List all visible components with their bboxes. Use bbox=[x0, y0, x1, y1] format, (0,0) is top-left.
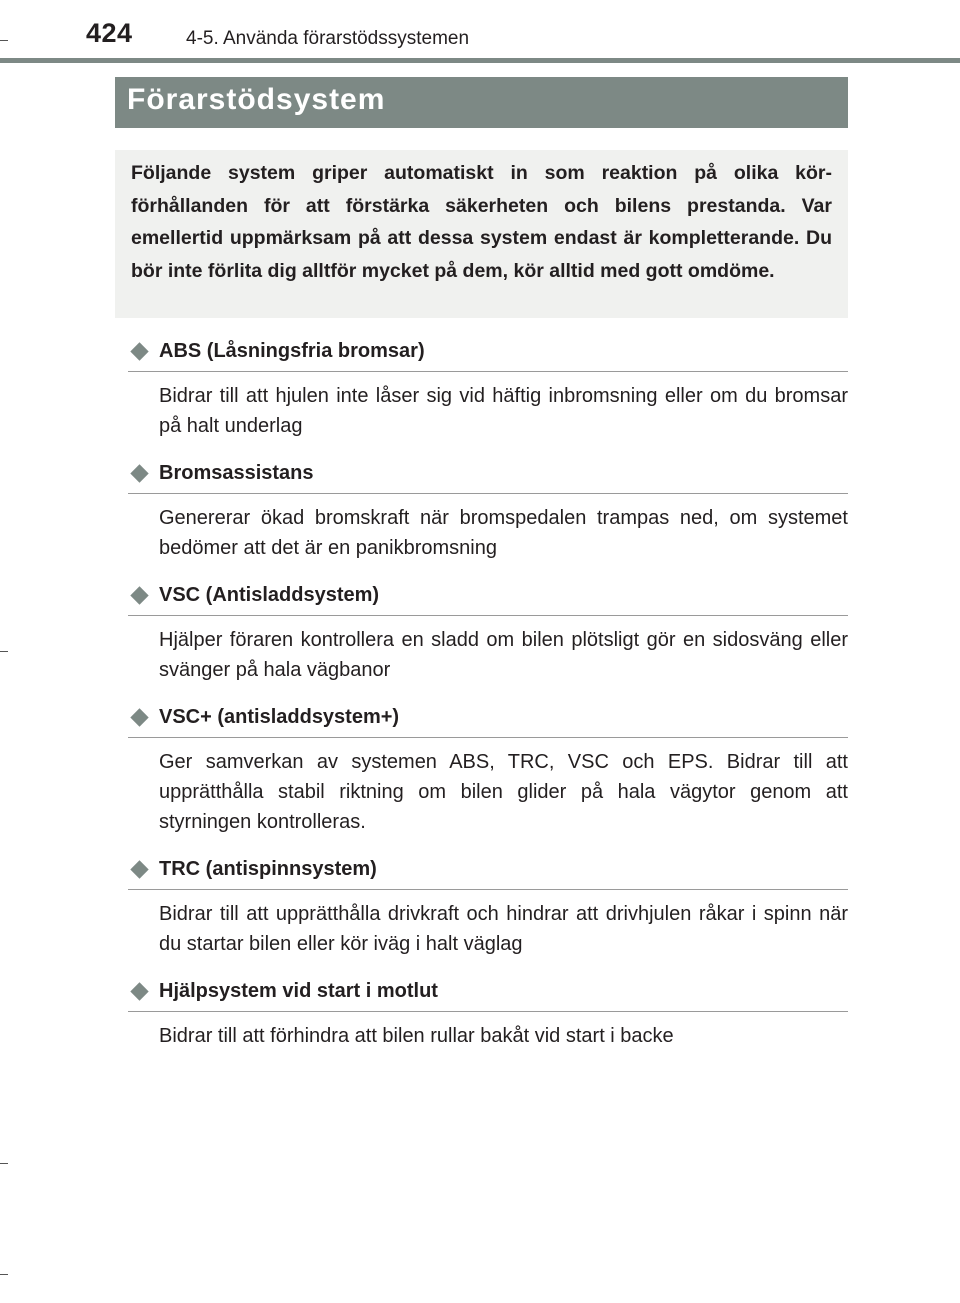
feature-title: ABS (Låsningsfria bromsar) bbox=[159, 340, 425, 362]
intro-box bbox=[115, 150, 848, 318]
diamond-bullet-icon bbox=[130, 464, 148, 482]
intro-text: Följande system griper automatiskt in som reaktion på olika körförhållanden för att förstärka säkerheten och bilens prestanda. Var emellertid uppmärksam på att dessa system endast är kompletterande. Du bör inte förlita dig alltför mycket på dem, kör alltid med gott omdöme. bbox=[131, 162, 832, 282]
feature-list bbox=[128, 338, 848, 1070]
feature-heading bbox=[128, 978, 848, 1012]
header-rule bbox=[0, 58, 960, 63]
page-number: 424 bbox=[86, 18, 133, 48]
diamond-bullet-icon bbox=[130, 860, 148, 878]
title-bar bbox=[115, 77, 848, 128]
feature-title: Bromsassistans bbox=[159, 462, 314, 484]
feature-description: Bidrar till att upprätthålla drivkraft och hindrar att drivhjulen råkar i spinn när du startar bilen eller kör iväg i halt väglag bbox=[159, 903, 848, 955]
crop-mark bbox=[0, 651, 8, 652]
diamond-bullet-icon bbox=[130, 342, 148, 360]
diamond-bullet-icon bbox=[130, 708, 148, 726]
crop-mark bbox=[0, 1274, 8, 1275]
feature-heading bbox=[128, 582, 848, 616]
feature-item bbox=[128, 338, 848, 460]
crop-mark bbox=[0, 1163, 8, 1164]
feature-title: Hjälpsystem vid start i motlut bbox=[159, 980, 438, 1002]
diamond-bullet-icon bbox=[130, 586, 148, 604]
section-reference: 4-5. Använda förarstödssystemen bbox=[186, 28, 470, 49]
feature-description: Ger samverkan av systemen ABS, TRC, VSC och EPS. Bidrar till att upprätthålla stabil riktning om bilen glider på hala vägytor genom att styrningen kontrolleras. bbox=[159, 751, 848, 833]
page-title: Förarstödsystem bbox=[127, 83, 386, 116]
feature-title: TRC (antispinnsystem) bbox=[159, 858, 377, 880]
feature-item bbox=[128, 460, 848, 582]
feature-heading bbox=[128, 704, 848, 738]
feature-title: VSC+ (antisladdsystem+) bbox=[159, 706, 400, 728]
page-header bbox=[0, 0, 960, 64]
feature-heading bbox=[128, 856, 848, 890]
feature-item bbox=[128, 856, 848, 978]
diamond-bullet-icon bbox=[130, 982, 148, 1000]
feature-description: Hjälper föraren kontrollera en sladd om bilen plötsligt gör en sidosväng eller svänger på hala vägbanor bbox=[159, 629, 848, 681]
feature-description: Genererar ökad bromskraft när bromspedalen trampas ned, om systemet bedömer att det är en panikbromsning bbox=[159, 507, 848, 559]
feature-item bbox=[128, 978, 848, 1070]
feature-item bbox=[128, 582, 848, 704]
feature-description: Bidrar till att förhindra att bilen rullar bakåt vid start i backe bbox=[159, 1025, 674, 1047]
feature-description: Bidrar till att hjulen inte låser sig vid häftig inbromsning eller om du bromsar på halt underlag bbox=[159, 385, 848, 437]
feature-heading bbox=[128, 460, 848, 494]
feature-item bbox=[128, 704, 848, 856]
feature-title: VSC (Antisladdsystem) bbox=[159, 584, 380, 606]
feature-heading bbox=[128, 338, 848, 372]
